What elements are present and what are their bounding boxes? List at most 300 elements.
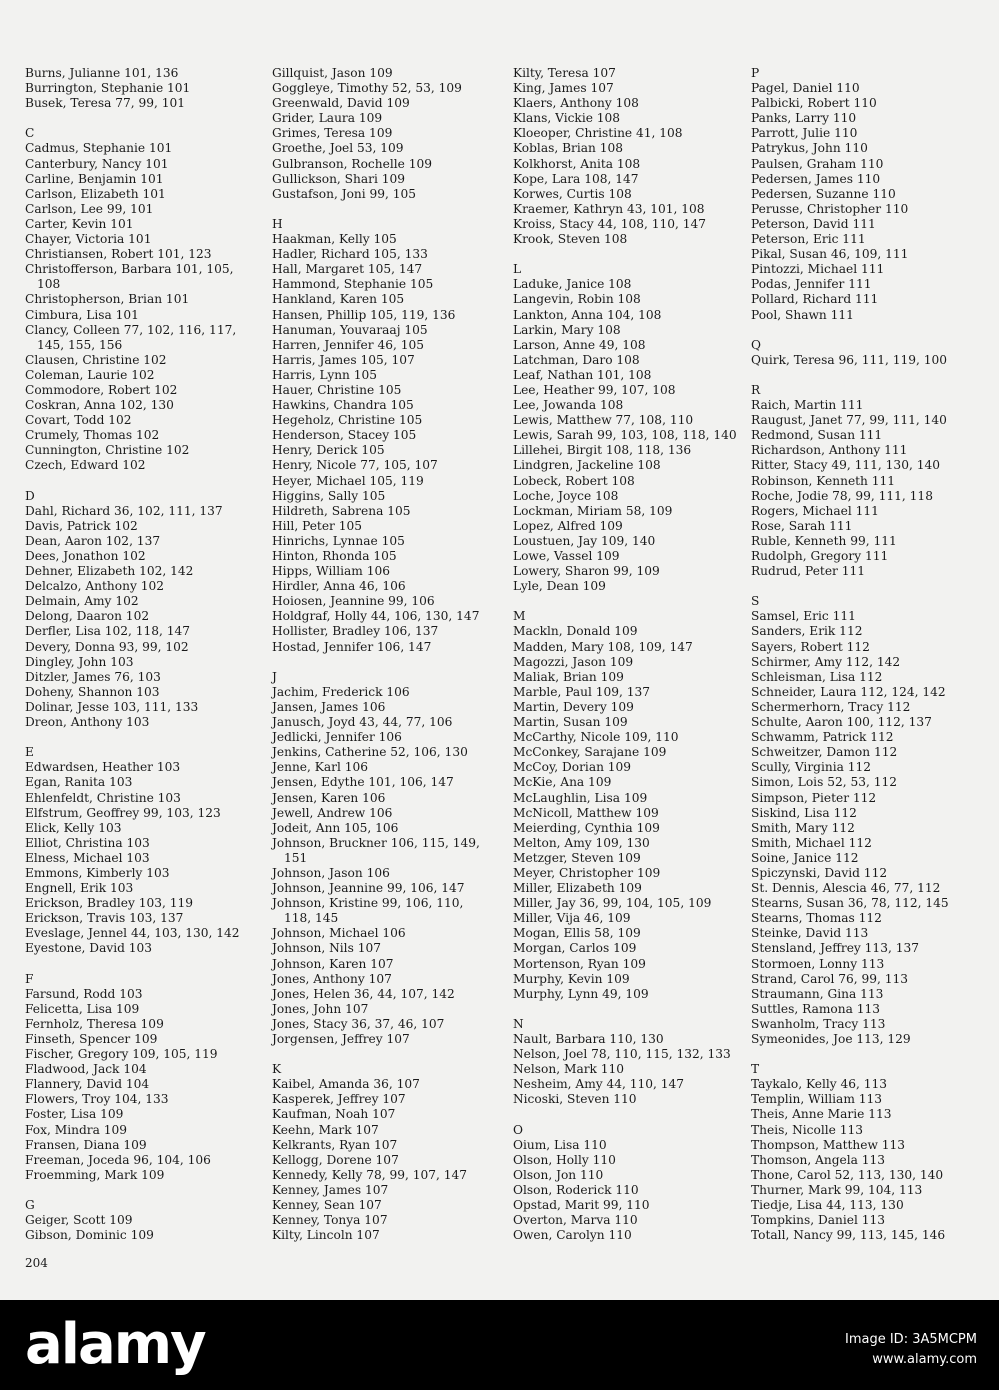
- index-entry: Hanuman, Youvaraaj 105: [272, 322, 428, 337]
- index-entry: Higgins, Sally 105: [272, 488, 386, 503]
- index-entry: Flannery, David 104: [25, 1077, 150, 1092]
- index-entry: Latchman, Daro 108: [513, 352, 640, 367]
- index-entry: McKie, Ana 109: [513, 775, 612, 790]
- index-entry: Geiger, Scott 109: [25, 1213, 133, 1228]
- index-entry: Lindgren, Jackeline 108: [513, 458, 661, 473]
- index-entry: Harris, James 105, 107: [272, 352, 415, 367]
- index-entry: Eveslage, Jennel 44, 103, 130, 142: [25, 926, 240, 941]
- index-entry: Gillquist, Jason 109: [272, 66, 393, 80]
- index-entry: Loche, Joyce 108: [513, 488, 619, 503]
- index-entry: Jachim, Frederick 106: [272, 684, 410, 699]
- index-entry: Johnson, Michael 106: [272, 926, 406, 941]
- index-entry: Olson, Holly 110: [513, 1152, 616, 1167]
- index-letter-heading: T: [751, 1062, 760, 1077]
- index-entry: Engnell, Erik 103: [25, 881, 134, 896]
- index-entry: Burrington, Stephanie 101: [25, 81, 191, 96]
- index-entry: Keehn, Mark 107: [272, 1122, 379, 1137]
- index-entry: Coleman, Laurie 102: [25, 367, 155, 382]
- index-entry: Richardson, Anthony 111: [751, 443, 908, 458]
- index-entry: Madden, Mary 108, 109, 147: [513, 639, 693, 654]
- index-entry: Soine, Janice 112: [751, 850, 859, 865]
- index-entry: Hauer, Christine 105: [272, 382, 402, 397]
- index-entry: Delcalzo, Anthony 102: [25, 579, 164, 594]
- index-entry: Sanders, Erik 112: [751, 624, 863, 639]
- index-entry: Jones, Stacy 36, 37, 46, 107: [272, 1016, 445, 1031]
- index-entry: Canterbury, Nancy 101: [25, 156, 169, 171]
- index-entry: Freeman, Joceda 96, 104, 106: [25, 1152, 211, 1167]
- index-entry: Ehlenfeldt, Christine 103: [25, 790, 181, 805]
- index-entry: Sayers, Robert 112: [751, 639, 870, 654]
- index-entry: Emmons, Kimberly 103: [25, 865, 170, 880]
- index-entry: Spiczynski, David 112: [751, 865, 888, 880]
- index-entry: Theis, Anne Marie 113: [751, 1107, 892, 1122]
- index-entry: Henderson, Stacey 105: [272, 428, 417, 443]
- index-letter-heading: D: [25, 488, 35, 503]
- index-letter-heading: S: [751, 594, 760, 609]
- index-entry: Kenney, Sean 107: [272, 1198, 382, 1213]
- index-entry: Roche, Jodie 78, 99, 111, 118: [751, 488, 933, 503]
- index-entry: Jenne, Karl 106: [272, 760, 368, 775]
- alamy-logo: alamy: [25, 1312, 205, 1377]
- index-entry: Hansen, Phillip 105, 119, 136: [272, 307, 456, 322]
- index-entry: Lankton, Anna 104, 108: [513, 307, 662, 322]
- index-entry: Podas, Jennifer 111: [751, 277, 872, 292]
- index-entry: Robinson, Kenneth 111: [751, 473, 896, 488]
- index-entry: Meierding, Cynthia 109: [513, 820, 660, 835]
- index-entry: Rose, Sarah 111: [751, 518, 853, 533]
- index-letter-heading: C: [25, 126, 35, 141]
- index-entry: Jensen, Karen 106: [272, 790, 386, 805]
- index-entry: Smith, Michael 112: [751, 835, 872, 850]
- index-entry: Laduke, Janice 108: [513, 277, 632, 292]
- index-entry: Stearns, Thomas 112: [751, 911, 882, 926]
- index-entry: Kilty, Lincoln 107: [272, 1228, 380, 1243]
- index-entry: Lewis, Sarah 99, 103, 108, 118, 140: [513, 428, 737, 443]
- index-entry: Stearns, Susan 36, 78, 112, 145: [751, 896, 949, 911]
- index-entry: Kroiss, Stacy 44, 108, 110, 147: [513, 216, 707, 231]
- index-entry: Thomson, Angela 113: [751, 1152, 886, 1167]
- site-url: www.alamy.com: [872, 1352, 977, 1367]
- index-entry: Egan, Ranita 103: [25, 775, 133, 790]
- index-letter-heading: P: [751, 66, 760, 80]
- index-entry: Siskind, Lisa 112: [751, 805, 857, 820]
- index-entry: Pollard, Richard 111: [751, 292, 879, 307]
- index-entry: Kelkrants, Ryan 107: [272, 1137, 398, 1152]
- index-entry: Holdgraf, Holly 44, 106, 130, 147: [272, 609, 480, 624]
- index-entry: Pedersen, Suzanne 110: [751, 186, 896, 201]
- index-entry: Gustafson, Joni 99, 105: [272, 186, 417, 201]
- index-entry: Crumely, Thomas 102: [25, 428, 160, 443]
- index-entry: Kennedy, Kelly 78, 99, 107, 147: [272, 1167, 468, 1182]
- index-entry: Morgan, Carlos 109: [513, 941, 637, 956]
- index-entry: Hirdler, Anna 46, 106: [272, 579, 406, 594]
- index-entry: Hildreth, Sabrena 105: [272, 503, 411, 518]
- index-entry: Harren, Jennifer 46, 105: [272, 337, 424, 352]
- index-entry: Ritter, Stacy 49, 111, 130, 140: [751, 458, 940, 473]
- index-entry: Owen, Carolyn 110: [513, 1228, 632, 1243]
- index-entry: Jenkins, Catherine 52, 106, 130: [272, 745, 468, 760]
- index-entry: Oium, Lisa 110: [513, 1137, 607, 1152]
- index-entry: Carline, Benjamin 101: [25, 171, 164, 186]
- index-entry: Simon, Lois 52, 53, 112: [751, 775, 897, 790]
- index-entry: Martin, Devery 109: [513, 699, 634, 714]
- index-entry: Carter, Kevin 101: [25, 216, 134, 231]
- index-entry: Fischer, Gregory 109, 105, 119: [25, 1047, 218, 1062]
- index-entry: Panks, Larry 110: [751, 111, 857, 126]
- index-entry: Strand, Carol 76, 99, 113: [751, 971, 909, 986]
- index-entry: Elfstrum, Geoffrey 99, 103, 123: [25, 805, 221, 820]
- index-entry: Dehner, Elizabeth 102, 142: [25, 564, 194, 579]
- index-entry: Clancy, Colleen 77, 102, 116, 117, 145, 155, 156: [25, 322, 237, 352]
- index-entry: Schulte, Aaron 100, 112, 137: [751, 715, 932, 730]
- index-entry: Olson, Jon 110: [513, 1167, 604, 1182]
- index-entry: Hegeholz, Christine 105: [272, 413, 423, 428]
- stock-watermark-banner: [0, 1300, 999, 1390]
- index-entry: Maliak, Brian 109: [513, 669, 624, 684]
- index-entry: Janusch, Joyd 43, 44, 77, 106: [272, 715, 453, 730]
- index-entry: Dees, Jonathon 102: [25, 549, 146, 563]
- index-entry: Nault, Barbara 110, 130: [513, 1032, 664, 1046]
- index-entry: Hadler, Richard 105, 133: [272, 247, 428, 262]
- image-id: Image ID: 3A5MCPM: [845, 1332, 977, 1347]
- index-entry: Perusse, Christopher 110: [751, 201, 909, 216]
- index-entry: Hollister, Bradley 106, 137: [272, 624, 439, 639]
- index-entry: Hoiosen, Jeannine 99, 106: [272, 594, 435, 609]
- index-entry: Miller, Jay 36, 99, 104, 105, 109: [513, 896, 712, 911]
- index-entry: Jones, Anthony 107: [272, 971, 392, 986]
- index-letter-heading: K: [272, 1062, 282, 1077]
- index-entry: Taykalo, Kelly 46, 113: [751, 1077, 888, 1092]
- index-entry: Palbicki, Robert 110: [751, 96, 877, 111]
- index-entry: McConkey, Sarajane 109: [513, 745, 667, 760]
- index-entry: Thone, Carol 52, 113, 130, 140: [751, 1167, 944, 1182]
- index-entry: Larkin, Mary 108: [513, 322, 621, 337]
- index-entry: Hill, Peter 105: [272, 518, 363, 533]
- index-entry: Murphy, Kevin 109: [513, 971, 630, 986]
- index-entry: Meyer, Christopher 109: [513, 865, 661, 880]
- index-entry: Patrykus, John 110: [751, 141, 868, 156]
- index-entry: Carlson, Lee 99, 101: [25, 201, 154, 216]
- index-entry: Schwamm, Patrick 112: [751, 730, 894, 745]
- index-entry: McCoy, Dorian 109: [513, 760, 632, 775]
- index-entry: Gulbranson, Rochelle 109: [272, 156, 432, 171]
- index-entry: Jewell, Andrew 106: [272, 805, 393, 820]
- index-entry: Dean, Aaron 102, 137: [25, 533, 161, 548]
- index-letter-heading: M: [513, 609, 526, 624]
- index-entry: Lowe, Vassel 109: [513, 549, 620, 563]
- index-entry: Schleisman, Lisa 112: [751, 669, 883, 684]
- index-entry: Delong, Daaron 102: [25, 609, 150, 624]
- index-entry: Peterson, Eric 111: [751, 232, 866, 247]
- index-entry: Jones, Helen 36, 44, 107, 142: [272, 986, 455, 1001]
- index-entry: Ditzler, James 76, 103: [25, 669, 161, 684]
- index-entry: Covart, Todd 102: [25, 413, 132, 428]
- index-entry: Raugust, Janet 77, 99, 111, 140: [751, 413, 947, 428]
- index-entry: Jedlicki, Jennifer 106: [272, 730, 402, 745]
- index-entry: Cunnington, Christine 102: [25, 443, 190, 458]
- index-entry: Lockman, Miriam 58, 109: [513, 503, 673, 518]
- index-entry: Lee, Jowanda 108: [513, 398, 624, 413]
- index-entry: Fransen, Diana 109: [25, 1137, 147, 1152]
- index-entry: Derfler, Lisa 102, 118, 147: [25, 624, 191, 639]
- index-entry: Ruble, Kenneth 99, 111: [751, 533, 897, 548]
- index-entry: Tiedje, Lisa 44, 113, 130: [751, 1198, 904, 1213]
- index-entry: McLaughlin, Lisa 109: [513, 790, 648, 805]
- index-entry: Hawkins, Chandra 105: [272, 398, 414, 413]
- index-letter-heading: J: [272, 669, 277, 684]
- index-entry: McNicoll, Matthew 109: [513, 805, 659, 820]
- index-entry: Burns, Julianne 101, 136: [25, 66, 179, 80]
- index-entry: Johnson, Kristine 99, 106, 110, 118, 145: [272, 896, 464, 926]
- index-entry: Carlson, Elizabeth 101: [25, 186, 166, 201]
- index-entry: Melton, Amy 109, 130: [513, 835, 650, 850]
- index-entry: Jansen, James 106: [272, 699, 386, 714]
- index-letter-heading: O: [513, 1122, 523, 1137]
- index-entry: Thompson, Matthew 113: [751, 1137, 906, 1152]
- index-column-3: [513, 66, 753, 1243]
- index-entry: Leaf, Nathan 101, 108: [513, 367, 652, 382]
- banner-meta: [845, 1330, 977, 1370]
- index-entry: Fladwood, Jack 104: [25, 1062, 147, 1077]
- index-entry: Henry, Derick 105: [272, 443, 385, 458]
- index-entry: Suttles, Ramona 113: [751, 1001, 880, 1016]
- index-entry: Goggleye, Timothy 52, 53, 109: [272, 81, 462, 96]
- index-entry: Davis, Patrick 102: [25, 518, 138, 533]
- index-entry: Cadmus, Stephanie 101: [25, 141, 173, 156]
- index-entry: Kraemer, Kathryn 43, 101, 108: [513, 201, 705, 216]
- index-entry: Scully, Virginia 112: [751, 760, 871, 775]
- index-letter-heading: E: [25, 745, 34, 760]
- index-entry: Johnson, Bruckner 106, 115, 149, 151: [272, 835, 480, 865]
- index-entry: Farsund, Rodd 103: [25, 986, 143, 1001]
- index-entry: Stensland, Jeffrey 113, 137: [751, 941, 919, 956]
- index-entry: Langevin, Robin 108: [513, 292, 641, 307]
- index-entry: Finseth, Spencer 109: [25, 1032, 158, 1046]
- index-entry: Dingley, John 103: [25, 654, 134, 669]
- index-entry: Loustuen, Jay 109, 140: [513, 533, 656, 548]
- index-entry: Hipps, William 106: [272, 564, 390, 579]
- index-entry: Eyestone, David 103: [25, 941, 153, 956]
- index-entry: Overton, Marva 110: [513, 1213, 638, 1228]
- index-entry: Miller, Vija 46, 109: [513, 911, 631, 926]
- index-entry: Schneider, Laura 112, 124, 142: [751, 684, 946, 699]
- index-entry: Samsel, Eric 111: [751, 609, 856, 624]
- index-entry: Lyle, Dean 109: [513, 579, 606, 594]
- index-entry: Lee, Heather 99, 107, 108: [513, 382, 676, 397]
- index-letter-heading: F: [25, 971, 34, 986]
- index-entry: Kloeoper, Christine 41, 108: [513, 126, 683, 141]
- index-entry: Mortenson, Ryan 109: [513, 956, 646, 971]
- index-entry: Kenney, Tonya 107: [272, 1213, 388, 1228]
- index-entry: Harris, Lynn 105: [272, 367, 378, 382]
- index-entry: Edwardsen, Heather 103: [25, 760, 181, 775]
- index-entry: Elness, Michael 103: [25, 850, 150, 865]
- index-entry: Larson, Anne 49, 108: [513, 337, 646, 352]
- index-entry: Olson, Roderick 110: [513, 1182, 639, 1197]
- index-entry: Lewis, Matthew 77, 108, 110: [513, 413, 694, 428]
- index-entry: Parrott, Julie 110: [751, 126, 858, 141]
- index-entry: Lopez, Alfred 109: [513, 518, 623, 533]
- index-entry: Pagel, Daniel 110: [751, 81, 860, 96]
- index-entry: Kellogg, Dorene 107: [272, 1152, 399, 1167]
- index-entry: Kasperek, Jeffrey 107: [272, 1092, 406, 1107]
- index-entry: Czech, Edward 102: [25, 458, 146, 473]
- index-entry: Jodeit, Ann 105, 106: [272, 820, 399, 835]
- index-entry: Heyer, Michael 105, 119: [272, 473, 424, 488]
- index-entry: Johnson, Karen 107: [272, 956, 394, 971]
- index-entry: Schweitzer, Damon 112: [751, 745, 898, 760]
- index-entry: Rudolph, Gregory 111: [751, 549, 889, 563]
- index-entry: Gibson, Dominic 109: [25, 1228, 154, 1243]
- index-entry: Nelson, Mark 110: [513, 1062, 625, 1077]
- index-entry: Grider, Laura 109: [272, 111, 383, 126]
- index-entry: Rudrud, Peter 111: [751, 564, 865, 579]
- index-entry: Tompkins, Daniel 113: [751, 1213, 886, 1228]
- index-entry: Kenney, James 107: [272, 1182, 389, 1197]
- index-entry: Johnson, Nils 107: [272, 941, 381, 956]
- index-entry: Clausen, Christine 102: [25, 352, 167, 367]
- index-entry: St. Dennis, Alescia 46, 77, 112: [751, 881, 941, 896]
- index-entry: Hinrichs, Lynnae 105: [272, 533, 405, 548]
- index-entry: Doheny, Shannon 103: [25, 684, 160, 699]
- index-entry: Stormoen, Lonny 113: [751, 956, 885, 971]
- page-number: 204: [25, 1256, 48, 1270]
- index-letter-heading: R: [751, 382, 761, 397]
- index-entry: Pedersen, James 110: [751, 171, 881, 186]
- index-entry: Busek, Teresa 77, 99, 101: [25, 96, 186, 111]
- index-entry: Jensen, Edythe 101, 106, 147: [272, 775, 454, 790]
- index-entry: Lillehei, Birgit 108, 118, 136: [513, 443, 692, 458]
- index-entry: McCarthy, Nicole 109, 110: [513, 730, 679, 745]
- index-entry: Dahl, Richard 36, 102, 111, 137: [25, 503, 223, 518]
- index-entry: King, James 107: [513, 81, 614, 96]
- index-entry: Kope, Lara 108, 147: [513, 171, 639, 186]
- index-entry: Christofferson, Barbara 101, 105, 108: [25, 262, 234, 292]
- index-entry: Kaufman, Noah 107: [272, 1107, 396, 1122]
- index-entry: Simpson, Pieter 112: [751, 790, 877, 805]
- index-entry: Rogers, Michael 111: [751, 503, 879, 518]
- index-entry: Greenwald, David 109: [272, 96, 410, 111]
- index-entry: Steinke, David 113: [751, 926, 869, 941]
- index-entry: Templin, William 113: [751, 1092, 883, 1107]
- index-entry: Pool, Shawn 111: [751, 307, 854, 322]
- index-entry: Koblas, Brian 108: [513, 141, 624, 156]
- index-entry: Hinton, Rhonda 105: [272, 549, 397, 563]
- index-entry: Foster, Lisa 109: [25, 1107, 124, 1122]
- index-entry: Jones, John 107: [272, 1001, 369, 1016]
- index-entry: Paulsen, Graham 110: [751, 156, 884, 171]
- index-entry: Straumann, Gina 113: [751, 986, 884, 1001]
- index-entry: Johnson, Jeannine 99, 106, 147: [272, 881, 465, 896]
- index-column-2: [272, 66, 512, 1243]
- index-entry: Hankland, Karen 105: [272, 292, 405, 307]
- index-entry: Hammond, Stephanie 105: [272, 277, 434, 292]
- index-entry: Magozzi, Jason 109: [513, 654, 634, 669]
- index-entry: Pintozzi, Michael 111: [751, 262, 885, 277]
- index-entry: Raich, Martin 111: [751, 398, 864, 413]
- index-entry: Klaers, Anthony 108: [513, 96, 639, 111]
- index-entry: Theis, Nicolle 113: [751, 1122, 863, 1137]
- index-entry: Lobeck, Robert 108: [513, 473, 635, 488]
- index-entry: Miller, Elizabeth 109: [513, 881, 642, 896]
- index-entry: Klans, Vickie 108: [513, 111, 621, 126]
- index-entry: Erickson, Travis 103, 137: [25, 911, 184, 926]
- index-entry: Henry, Nicole 77, 105, 107: [272, 458, 438, 473]
- index-entry: Chayer, Victoria 101: [25, 232, 152, 247]
- index-letter-heading: Q: [751, 337, 761, 352]
- index-entry: Nelson, Joel 78, 110, 115, 132, 133: [513, 1047, 731, 1062]
- index-entry: Elick, Kelly 103: [25, 820, 122, 835]
- index-entry: Christopherson, Brian 101: [25, 292, 190, 307]
- index-entry: Mackln, Donald 109: [513, 624, 638, 639]
- index-column-4: [751, 66, 991, 1243]
- index-entry: Gullickson, Shari 109: [272, 171, 406, 186]
- index-entry: Korwes, Curtis 108: [513, 186, 632, 201]
- index-entry: Hall, Margaret 105, 147: [272, 262, 423, 277]
- index-entry: Metzger, Steven 109: [513, 850, 641, 865]
- index-entry: Haakman, Kelly 105: [272, 232, 397, 247]
- index-entry: Johnson, Jason 106: [272, 865, 390, 880]
- index-entry: Nicoski, Steven 110: [513, 1092, 637, 1107]
- index-entry: Symeonides, Joe 113, 129: [751, 1032, 911, 1046]
- index-entry: Flowers, Troy 104, 133: [25, 1092, 169, 1107]
- index-entry: Delmain, Amy 102: [25, 594, 139, 609]
- index-entry: Fox, Mindra 109: [25, 1122, 128, 1137]
- index-entry: Thurner, Mark 99, 104, 113: [751, 1182, 923, 1197]
- index-entry: Murphy, Lynn 49, 109: [513, 986, 649, 1001]
- index-entry: Kaibel, Amanda 36, 107: [272, 1077, 420, 1092]
- index-entry: Pikal, Susan 46, 109, 111: [751, 247, 909, 262]
- index-entry: Froemming, Mark 109: [25, 1167, 165, 1182]
- index-entry: Nesheim, Amy 44, 110, 147: [513, 1077, 685, 1092]
- index-entry: Schirmer, Amy 112, 142: [751, 654, 901, 669]
- index-entry: Krook, Steven 108: [513, 232, 628, 247]
- index-entry: Elliot, Christina 103: [25, 835, 150, 850]
- index-entry: Schermerhorn, Tracy 112: [751, 699, 911, 714]
- index-entry: Quirk, Teresa 96, 111, 119, 100: [751, 352, 948, 367]
- index-entry: Martin, Susan 109: [513, 715, 628, 730]
- index-letter-heading: L: [513, 262, 522, 277]
- index-entry: Smith, Mary 112: [751, 820, 855, 835]
- index-entry: Jorgensen, Jeffrey 107: [272, 1032, 410, 1046]
- index-entry: Commodore, Robert 102: [25, 382, 178, 397]
- index-entry: Opstad, Marit 99, 110: [513, 1198, 650, 1213]
- index-entry: Felicetta, Lisa 109: [25, 1001, 140, 1016]
- index-entry: Peterson, David 111: [751, 216, 876, 231]
- index-entry: Mogan, Ellis 58, 109: [513, 926, 641, 941]
- index-letter-heading: H: [272, 216, 283, 231]
- index-entry: Grimes, Teresa 109: [272, 126, 393, 141]
- index-entry: Dreon, Anthony 103: [25, 715, 150, 730]
- index-entry: Totall, Nancy 99, 113, 145, 146: [751, 1228, 946, 1243]
- index-entry: Hostad, Jennifer 106, 147: [272, 639, 432, 654]
- index-entry: Marble, Paul 109, 137: [513, 684, 651, 699]
- index-entry: Coskran, Anna 102, 130: [25, 398, 174, 413]
- index-entry: Redmond, Susan 111: [751, 428, 883, 443]
- index-entry: Cimbura, Lisa 101: [25, 307, 139, 322]
- index-letter-heading: N: [513, 1016, 524, 1031]
- index-entry: Erickson, Bradley 103, 119: [25, 896, 194, 911]
- index-entry: Swanholm, Tracy 113: [751, 1016, 886, 1031]
- index-entry: Groethe, Joel 53, 109: [272, 141, 404, 156]
- index-entry: Kilty, Teresa 107: [513, 66, 616, 80]
- index-letter-heading: G: [25, 1198, 35, 1213]
- index-entry: Dolinar, Jesse 103, 111, 133: [25, 699, 199, 714]
- index-entry: Fernholz, Theresa 109: [25, 1016, 164, 1031]
- index-entry: Christiansen, Robert 101, 123: [25, 247, 212, 262]
- index-entry: Devery, Donna 93, 99, 102: [25, 639, 189, 654]
- index-column-1: [25, 66, 265, 1243]
